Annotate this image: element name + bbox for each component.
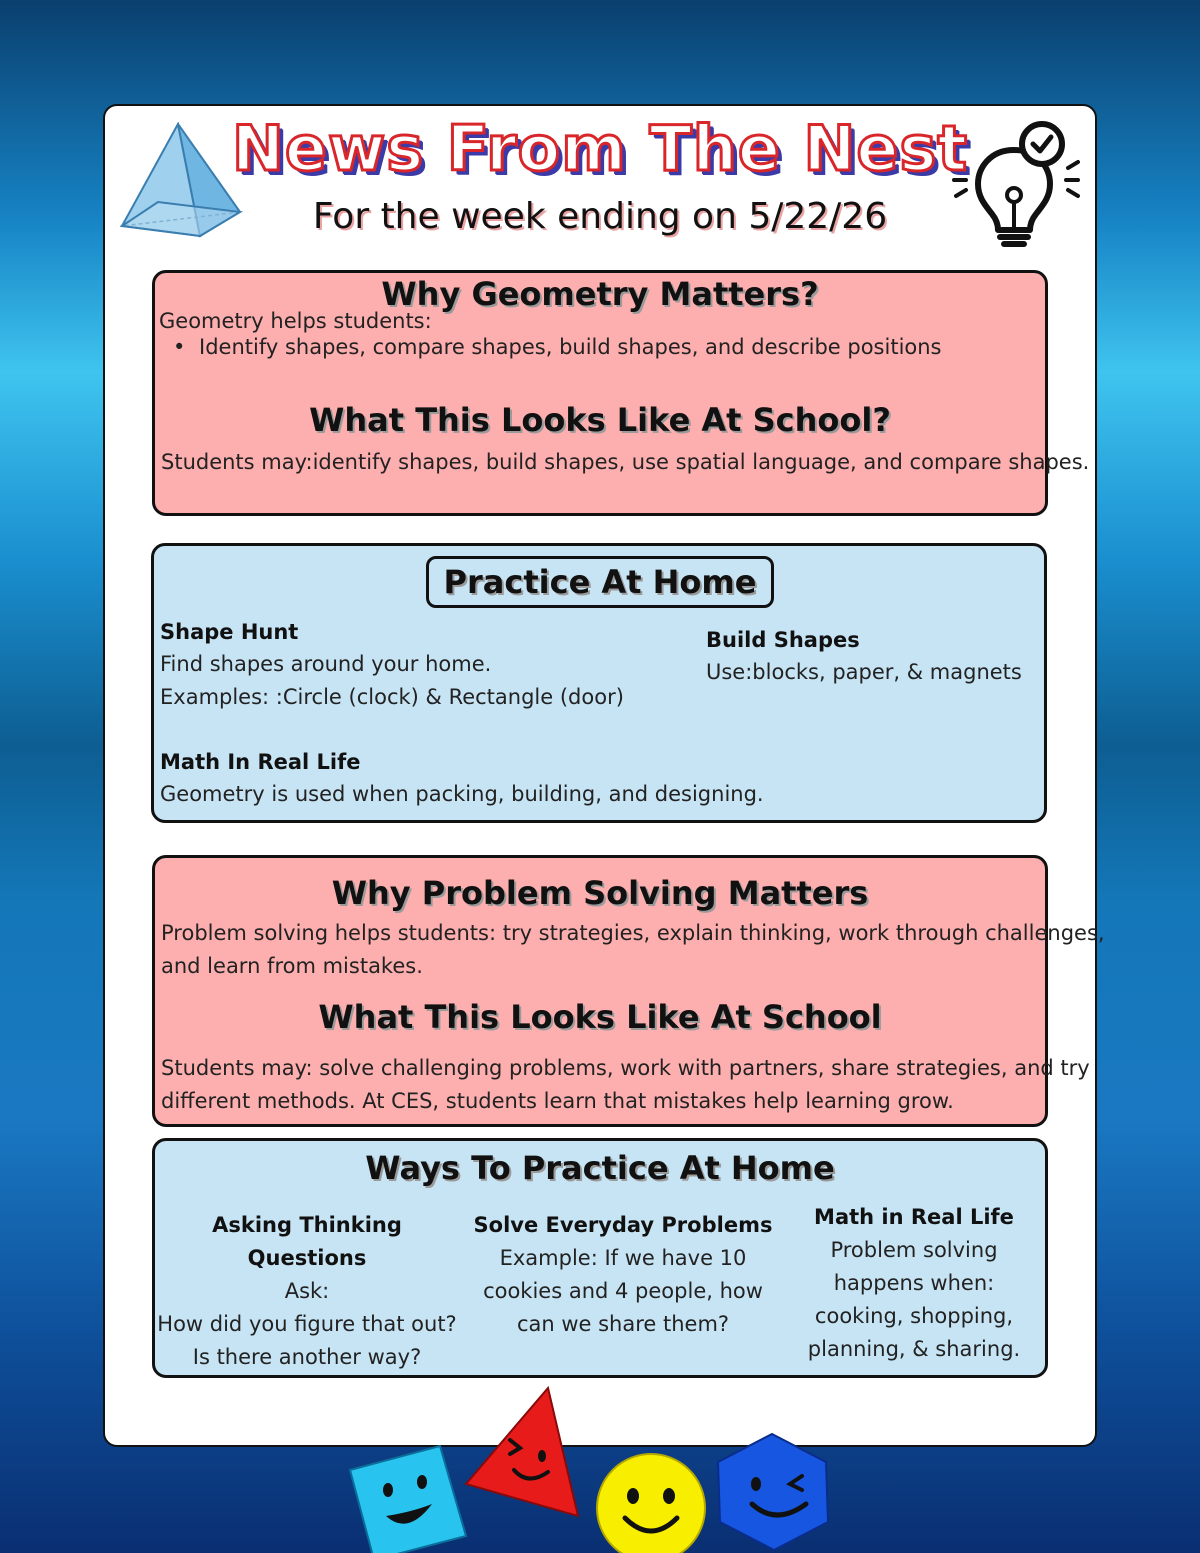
ways-real-life-line: planning, & sharing. <box>807 1337 1021 1361</box>
questions-line: Is there another way? <box>192 1345 422 1369</box>
everyday-title: Solve Everyday Problems <box>473 1213 773 1237</box>
problem-solving-line1: Problem solving helps students: try strategies, explain thinking, work through challenges, <box>161 921 1105 945</box>
geometry-bullet-marker: • <box>173 335 186 359</box>
everyday-line: can we share them? <box>516 1312 730 1336</box>
build-shapes-line1: Use:blocks, paper, & magnets <box>706 660 1022 684</box>
practice-heading: Practice At Home <box>426 556 774 608</box>
problem-school-heading: What This Looks Like At School <box>318 998 882 1036</box>
problem-solving-line2: and learn from mistakes. <box>161 954 423 978</box>
practice-section <box>151 543 1047 823</box>
questions-line: How did you figure that out? <box>157 1312 457 1336</box>
everyday-line: Example: If we have 10 <box>499 1246 747 1270</box>
shape-hunt-title: Shape Hunt <box>160 620 299 644</box>
questions-title: Asking Thinking Questions <box>212 1213 402 1270</box>
shape-hunt-line1: Find shapes around your home. <box>160 652 492 676</box>
newsletter-title: News From The Nest <box>232 112 968 185</box>
real-life-line1: Geometry is used when packing, building, and designing. <box>160 782 764 806</box>
week-ending-subtitle: For the week ending on 5/22/26 <box>312 196 888 237</box>
ways-real-life-title: Math in Real Life <box>814 1205 1014 1229</box>
questions-line: Ask: <box>284 1279 330 1303</box>
geometry-section <box>152 270 1090 516</box>
ways-col-real-life <box>791 1201 1037 1366</box>
ways-real-life-line: Problem solving <box>830 1238 998 1262</box>
ways-heading: Ways To Practice At Home <box>365 1149 835 1187</box>
geometry-intro: Geometry helps students: <box>159 309 432 333</box>
problem-school-line1: Students may: solve challenging problems, work with partners, share strategies, and try <box>161 1056 1090 1080</box>
geometry-bullet: Identify shapes, compare shapes, build shapes, and describe positions <box>199 335 942 359</box>
everyday-line: cookies and 4 people, how <box>483 1279 763 1303</box>
triangle-smiley-icon <box>464 1386 582 1520</box>
ways-section <box>152 1138 1048 1378</box>
circle-smiley-icon <box>595 1452 707 1553</box>
problem-school-line2: different methods. At CES, students learn that mistakes help learning grow. <box>161 1089 954 1113</box>
ways-real-life-line: cooking, shopping, <box>814 1304 1014 1328</box>
geometry-school-heading: What This Looks Like At School? <box>309 401 891 439</box>
geometry-school-text: Students may:identify shapes, build shapes, use spatial language, and compare shapes. <box>161 450 1090 474</box>
ways-col-questions <box>157 1209 457 1374</box>
square-smiley-icon <box>346 1440 470 1553</box>
build-shapes-title: Build Shapes <box>706 628 860 652</box>
real-life-title: Math In Real Life <box>160 750 361 774</box>
shape-hunt-line2: Examples: :Circle (clock) & Rectangle (door) <box>160 685 624 709</box>
hexagon-smiley-icon <box>716 1432 832 1553</box>
ways-real-life-line: happens when: <box>833 1271 995 1295</box>
problem-solving-section <box>152 855 1105 1127</box>
ways-col-everyday <box>473 1209 773 1341</box>
why-geometry-heading: Why Geometry Matters? <box>381 275 819 313</box>
why-problem-solving-heading: Why Problem Solving Matters <box>331 874 869 912</box>
